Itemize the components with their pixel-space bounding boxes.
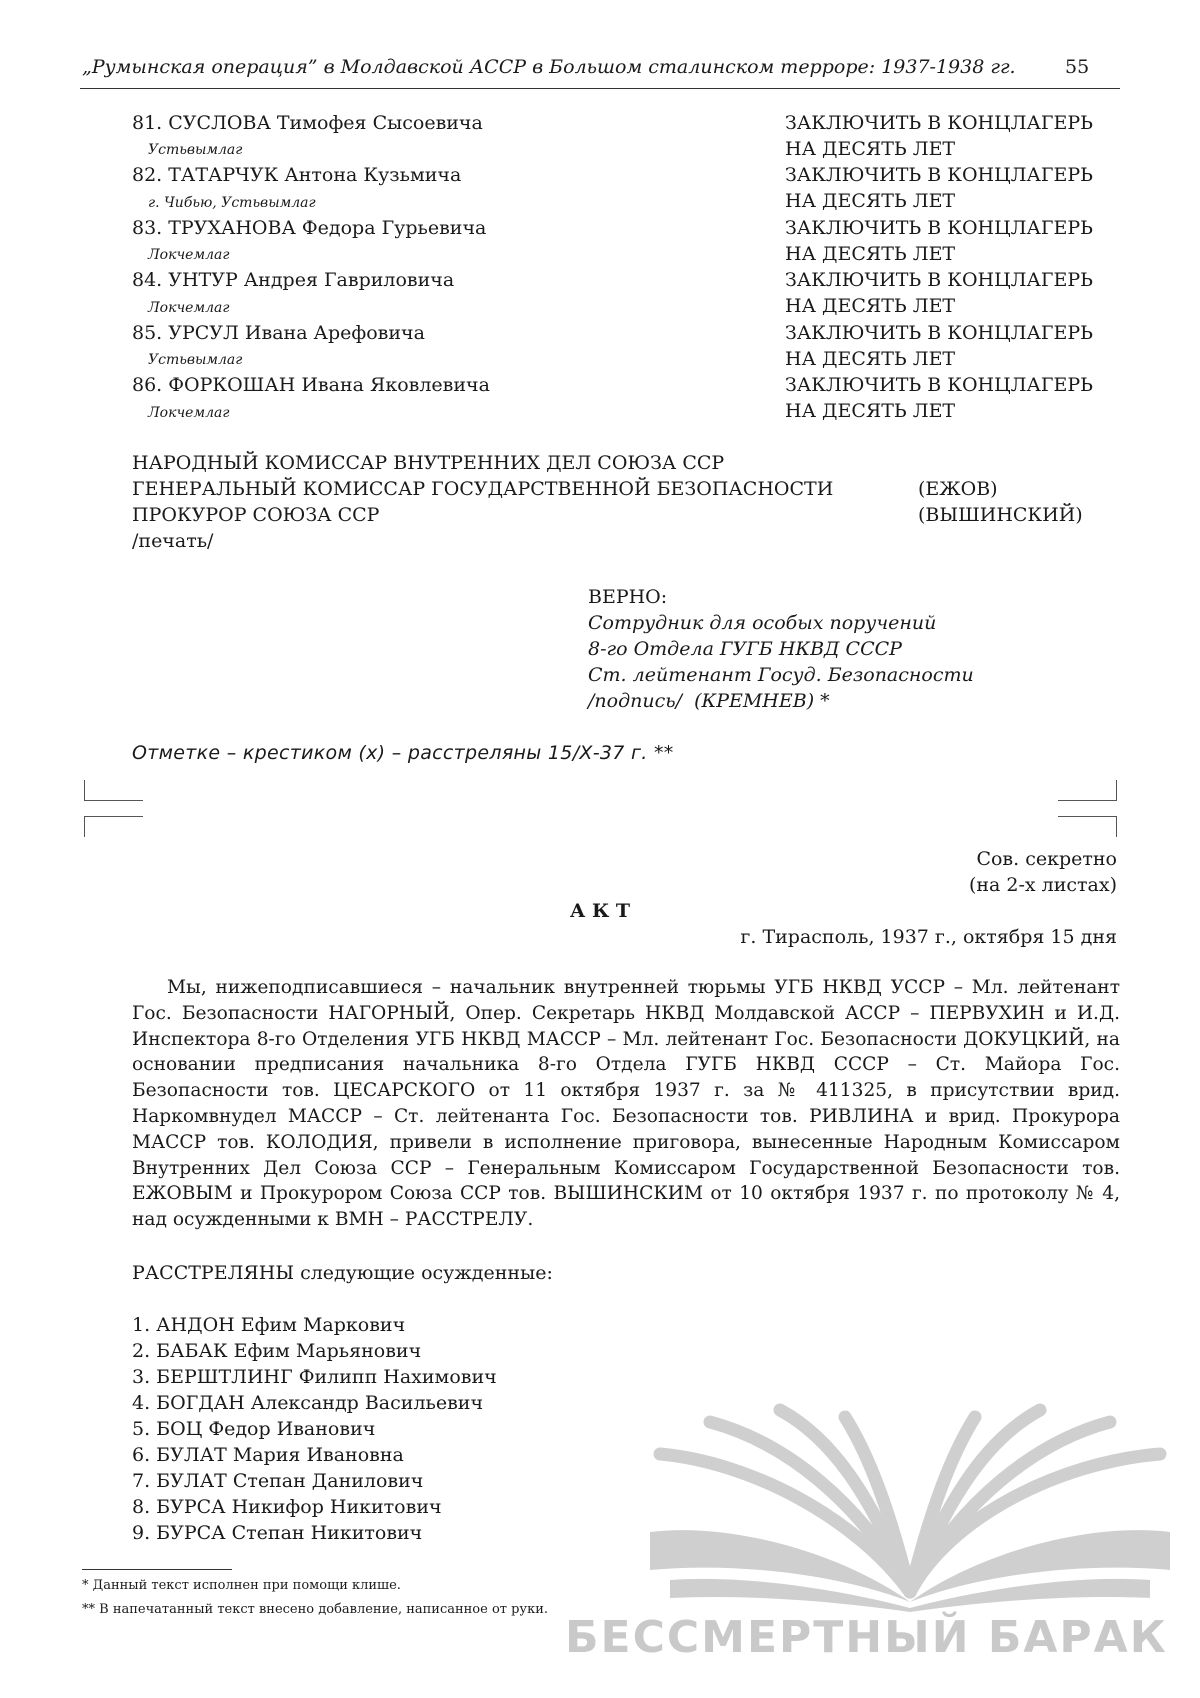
running-title-years: 1937-1938 гг.	[881, 56, 1016, 78]
list-item-sentence: ЗАКЛЮЧИТЬ В КОНЦЛАГЕРЬ	[785, 164, 1093, 186]
watermark-text: БЕССМЕРТНЫЙ БАРАК	[565, 1612, 1168, 1663]
list-item: 1. АНДОН Ефим Маркович	[132, 1314, 406, 1336]
list-item-name: 84. УНТУР Андрея Гавриловича	[132, 269, 455, 291]
list-item: 2. БАБАК Ефим Марьянович	[132, 1340, 422, 1362]
corner-mark-bottom-right	[1058, 816, 1117, 837]
signature-name: (ЕЖОВ)	[918, 478, 998, 500]
list-item-name: 86. ФОРКОШАН Ивана Яковлевича	[132, 374, 490, 396]
list-item-sentence: ЗАКЛЮЧИТЬ В КОНЦЛАГЕРЬ	[785, 374, 1093, 396]
running-title	[82, 56, 1016, 78]
certification-line: Ст. лейтенант Госуд. Безопасности	[588, 664, 974, 686]
executed-heading: РАССТРЕЛЯНЫ следующие осужденные:	[132, 1262, 553, 1284]
verno-label: ВЕРНО:	[588, 586, 668, 608]
act-body: Мы, нижеподписавшиеся – начальник внутренней тюрьмы УГБ НКВД УССР – Мл. лейтенант Гос. Безопасности НАГОРНЫЙ, Опер. Секретарь НКВД Молдавской АССР – ПЕРВУХИН и И.Д. Инспектора 8-го Отделения УГБ НКВД МАССР – Мл. лейтенант Гос. Безопасности ДОКУЦКИЙ, на основании предписания начальника 8-го Отдела ГУГБ НКВД СССР – Ст. Майора Гос. Безопасности тов. ЦЕСАРСКОГО от 11 октября 1937 г. за № 411325, в присутствии врид. Наркомвнудел МАССР – Ст. лейтенанта Гос. Безопасности тов. РИВЛИНА и врид. Прокурора МАССР тов. КОЛОДИЯ, привели в исполнение приговора, вынесенные Народным Комиссаром Внутренних Дел Союза ССР – Генеральным Комиссаром Государственной Безопасности тов. ЕЖОВЫМ и Прокурором Союза ССР тов. ВЫШИНСКИМ от 10 октября 1937 г. по протоколу № 4, над осужденными к ВМН – РАССТРЕЛУ.	[132, 977, 1120, 1231]
footnote: ** В напечатанный текст внесено добавление, написанное от руки.	[82, 1602, 549, 1617]
handwritten-note: Отметке – крестиком (х) – расстреляны 15/Х-37 г. **	[132, 742, 674, 764]
act-place-date: г. Тирасполь, 1937 г., октября 15 дня	[740, 926, 1117, 948]
list-item-place: Устьвымлаг	[148, 142, 243, 158]
list-item-sentence-term: НА ДЕСЯТЬ ЛЕТ	[785, 348, 956, 370]
list-item-sentence: ЗАКЛЮЧИТЬ В КОНЦЛАГЕРЬ	[785, 217, 1093, 239]
signature-name: (ВЫШИНСКИЙ)	[918, 504, 1083, 526]
list-item: 3. БЕРШТЛИНГ Филипп Нахимович	[132, 1366, 497, 1388]
list-item-sentence-term: НА ДЕСЯТЬ ЛЕТ	[785, 138, 956, 160]
corner-mark-top-right	[1058, 780, 1117, 801]
list-item: 4. БОГДАН Александр Васильевич	[132, 1392, 484, 1414]
list-item-place: Локчемлаг	[148, 405, 230, 421]
certification-line: 8-го Отдела ГУГБ НКВД СССР	[588, 638, 902, 660]
corner-mark-top-left	[84, 780, 143, 801]
list-item-place: Локчемлаг	[148, 300, 230, 316]
certification-name: (КРЕМНЕВ) *	[694, 690, 830, 712]
seal-mark: /печать/	[132, 530, 214, 552]
list-item-sentence-term: НА ДЕСЯТЬ ЛЕТ	[785, 190, 956, 212]
list-item: 8. БУРСА Никифор Никитович	[132, 1496, 442, 1518]
list-item-name: 81. СУСЛОВА Тимофея Сысоевича	[132, 112, 483, 134]
footnote-rule	[82, 1569, 232, 1570]
list-item: 9. БУРСА Степан Никитович	[132, 1522, 423, 1544]
list-item-name: 85. УРСУЛ Ивана Арефовича	[132, 322, 425, 344]
corner-mark-bottom-left	[84, 816, 143, 837]
list-item-sentence-term: НА ДЕСЯТЬ ЛЕТ	[785, 400, 956, 422]
list-item-sentence: ЗАКЛЮЧИТЬ В КОНЦЛАГЕРЬ	[785, 269, 1093, 291]
list-item-place: Устьвымлаг	[148, 352, 243, 368]
footnote: * Данный текст исполнен при помощи клише.	[82, 1578, 401, 1593]
signature-title: ПРОКУРОР СОЮЗА ССР	[132, 504, 380, 526]
header-rule	[80, 88, 1120, 89]
act-title: А К Т	[569, 900, 631, 922]
list-item: 5. БОЦ Федор Иванович	[132, 1418, 376, 1440]
signature-title: НАРОДНЫЙ КОМИССАР ВНУТРЕННИХ ДЕЛ СОЮЗА ССР	[132, 452, 725, 474]
classification-label: Сов. секретно	[976, 848, 1117, 870]
open-book-icon	[640, 1402, 1180, 1612]
list-item-place: Локчемлаг	[148, 247, 230, 263]
list-item-sentence-term: НА ДЕСЯТЬ ЛЕТ	[785, 295, 956, 317]
certification-line: Сотрудник для особых поручений	[588, 612, 937, 634]
signature-title: ГЕНЕРАЛЬНЫЙ КОМИССАР ГОСУДАРСТВЕННОЙ БЕЗОПАСНОСТИ	[132, 478, 834, 500]
list-item: 6. БУЛАТ Мария Ивановна	[132, 1444, 404, 1466]
classification-sheets: (на 2-х листах)	[968, 874, 1117, 896]
running-title-main: „Румынская операция” в Молдавской АССР в Большом сталинском терроре:	[82, 56, 876, 78]
page-number: 55	[1065, 56, 1090, 78]
list-item-sentence-term: НА ДЕСЯТЬ ЛЕТ	[785, 243, 956, 265]
list-item: 7. БУЛАТ Степан Данилович	[132, 1470, 424, 1492]
list-item-name: 82. ТАТАРЧУК Антона Кузьмича	[132, 164, 462, 186]
signature-mark: /подпись/	[588, 690, 682, 712]
list-item-sentence: ЗАКЛЮЧИТЬ В КОНЦЛАГЕРЬ	[785, 112, 1093, 134]
list-item-place: г. Чибью, Устьвымлаг	[148, 195, 316, 211]
certification-sign	[588, 690, 830, 712]
list-item-sentence: ЗАКЛЮЧИТЬ В КОНЦЛАГЕРЬ	[785, 322, 1093, 344]
list-item-name: 83. ТРУХАНОВА Федора Гурьевича	[132, 217, 487, 239]
